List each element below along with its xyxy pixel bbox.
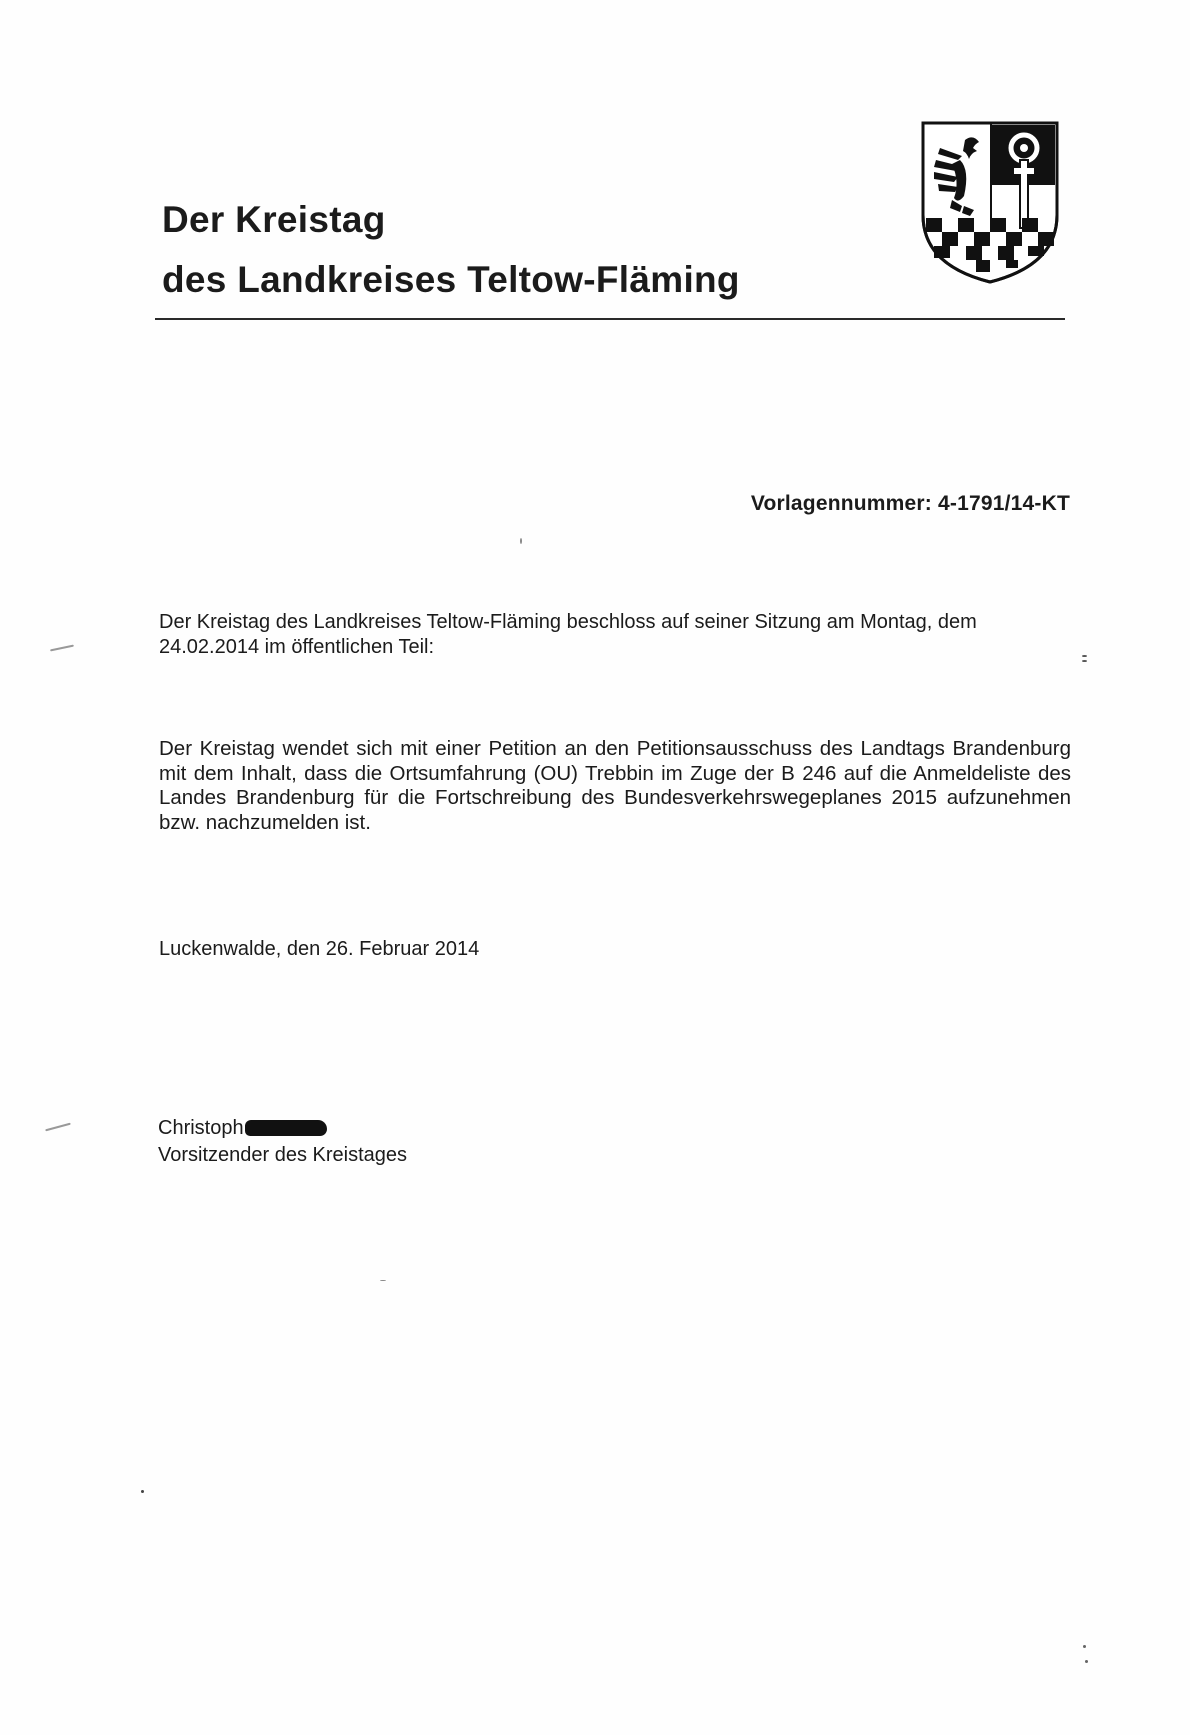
- place-and-date: Luckenwalde, den 26. Februar 2014: [159, 938, 480, 960]
- header-divider: [155, 318, 1065, 320]
- redaction-mark: [245, 1120, 327, 1136]
- signatory-name: Christoph: [158, 1117, 244, 1139]
- resolution-paragraph: Der Kreistag wendet sich mit einer Petition an den Petitionsausschuss des Landtags Brandenburg mit dem Inhalt, dass die Ortsumfahrung (OU) Trebbin im Zuge der B 246 auf die Anmeldeliste des Landes Brandenburg für die Fortschreibung des Bundesverkehrswegeplanes 2015 aufzunehmen bzw. nachzumelden ist.: [159, 737, 1071, 834]
- signatory-role: Vorsitzender des Kreistages: [158, 1144, 408, 1166]
- signatory-line: [158, 1115, 407, 1142]
- header-line-2: des Landkreises Teltow-Fläming: [162, 259, 740, 300]
- reference-number: Vorlagennummer: 4-1791/14-KT: [750, 492, 1070, 515]
- coat-of-arms-icon: [920, 120, 1060, 285]
- header-line-1: Der Kreistag: [162, 199, 386, 240]
- intro-paragraph: Der Kreistag des Landkreises Teltow-Fläming beschloss auf seiner Sitzung am Montag, dem 24.02.2014 im öffentlichen Teil:: [159, 611, 977, 658]
- document-header: [162, 190, 740, 310]
- signature-block: [158, 1115, 407, 1169]
